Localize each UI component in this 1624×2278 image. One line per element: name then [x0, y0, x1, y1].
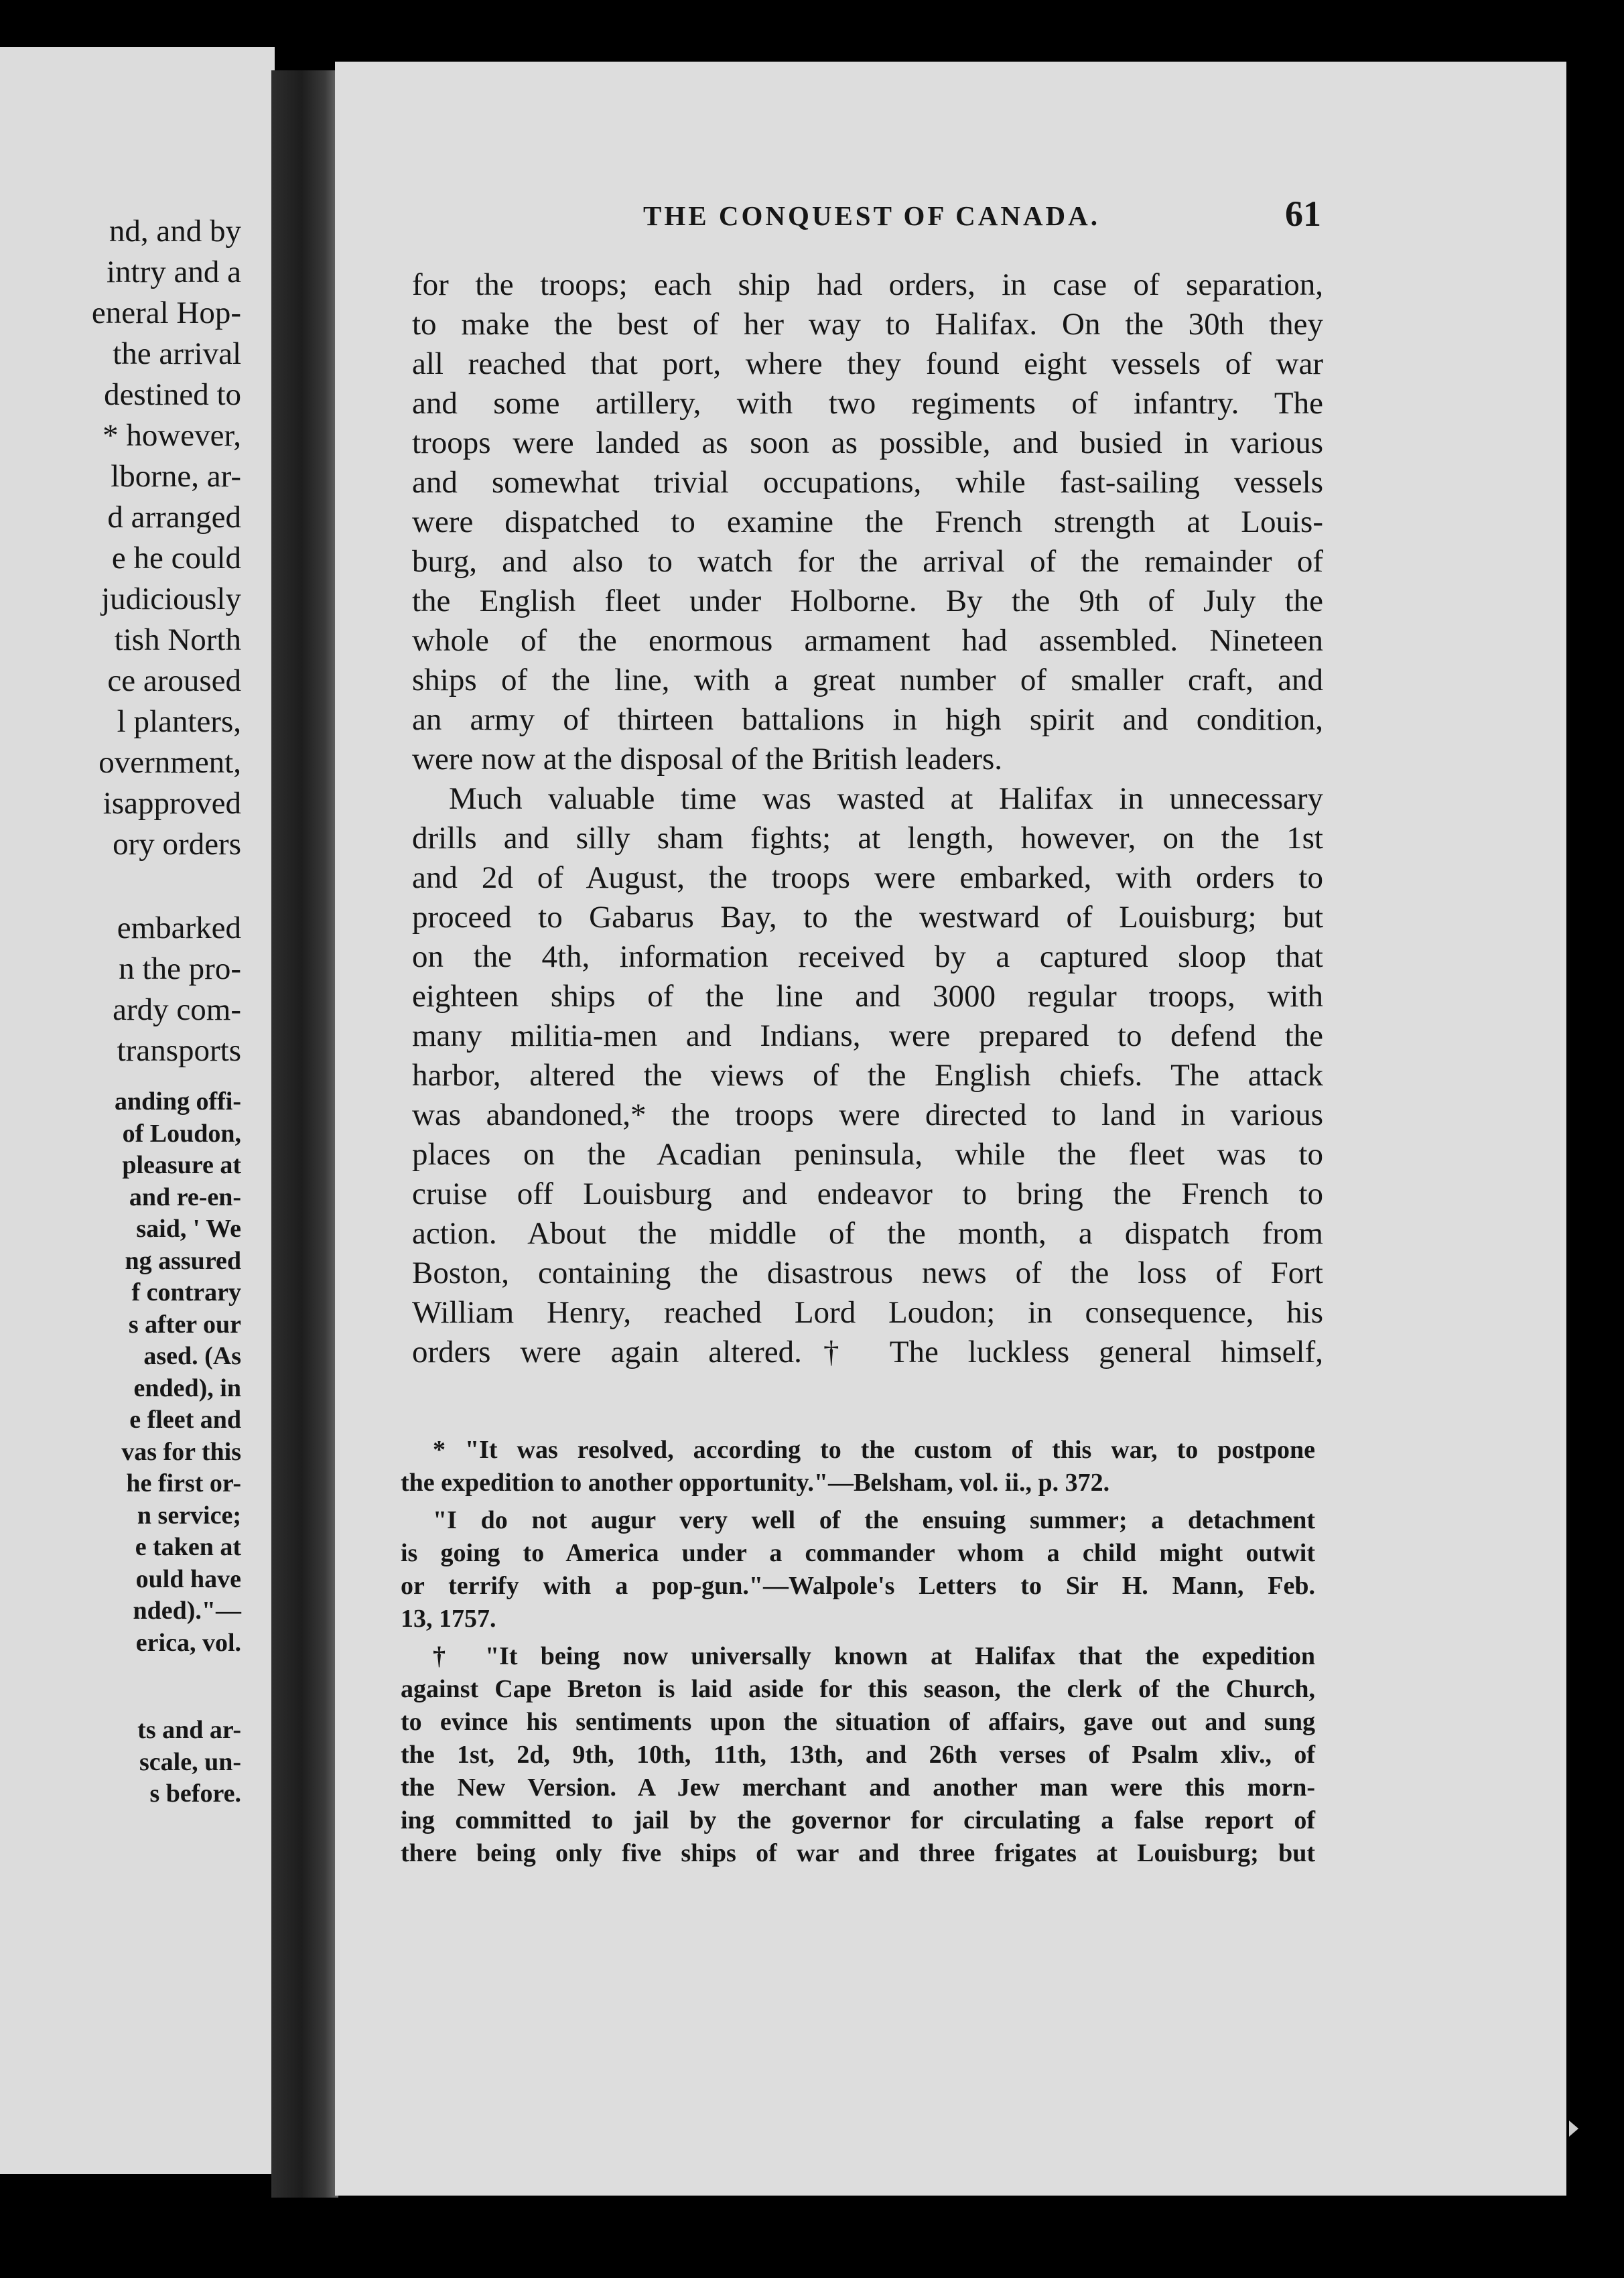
footnote-line: "I do not augur very well of the ensuing summer; a detachment	[433, 1506, 1315, 1534]
left-page-line: ce aroused	[107, 663, 241, 698]
left-page-line: nd, and by	[109, 214, 241, 249]
left-page-line: d arranged	[107, 500, 241, 535]
left-page-line: ts and ar-	[137, 1716, 241, 1744]
left-page-line: transports	[117, 1033, 241, 1068]
left-page-line: judiciously	[101, 582, 241, 616]
left-page-line: the arrival	[113, 336, 241, 371]
body-line: action. About the middle of the month, a dispatch from	[412, 1216, 1323, 1251]
body-line: troops were landed as soon as possible, and busied in various	[412, 425, 1323, 460]
body-line: for the troops; each ship had orders, in case of separation,	[412, 267, 1323, 302]
page-edge-mark	[1569, 2121, 1578, 2137]
body-line: to make the best of her way to Halifax. On the 30th they	[412, 307, 1323, 342]
left-page-line: lborne, ar-	[111, 459, 241, 494]
left-page-line: l planters,	[117, 704, 241, 739]
body-line: was abandoned,* the troops were directed to land in various	[412, 1097, 1323, 1132]
footnote-line: the New Version. A Jew merchant and another man were this morn-	[401, 1773, 1315, 1802]
body-line: drills and silly sham fights; at length, however, on the 1st	[412, 821, 1323, 856]
left-page-line: embarked	[117, 911, 241, 945]
body-line: cruise off Louisburg and endeavor to bring the French to	[412, 1177, 1323, 1211]
left-page-line: erica, vol.	[135, 1628, 241, 1657]
left-page-line: he first or-	[126, 1469, 241, 1497]
footnote-line: or terrify with a pop-gun."—Walpole's Letters to Sir H. Mann, Feb.	[401, 1572, 1315, 1600]
body-line: all reached that port, where they found eight vessels of war	[412, 346, 1323, 381]
left-page-line: ould have	[135, 1564, 241, 1593]
left-page-line: ng assured	[125, 1246, 241, 1275]
body-line: many militia-men and Indians, were prepared to defend the	[412, 1018, 1323, 1053]
left-page-line: e taken at	[135, 1533, 241, 1561]
body-line: the English fleet under Holborne. By the 9th of July the	[412, 584, 1323, 618]
left-page-line: scale, un-	[139, 1747, 241, 1776]
body-line: on the 4th, information received by a captured sloop that	[412, 939, 1323, 974]
footnote-line: to evince his sentiments upon the situation of affairs, gave out and sung	[401, 1708, 1315, 1736]
footnote-line: † "It being now universally known at Halifax that the expedition	[433, 1642, 1315, 1670]
left-page-line: said, ' We	[136, 1215, 241, 1243]
footnote-line: * "It was resolved, according to the custom of this war, to postpone	[433, 1436, 1315, 1464]
body-line: and some artillery, with two regiments of infantry. The	[412, 386, 1323, 421]
left-page-line: tish North	[114, 622, 241, 657]
body-line: proceed to Gabarus Bay, to the westward of Louisburg; but	[412, 900, 1323, 935]
left-page-line: intry and a	[107, 255, 241, 289]
left-page-line: e he could	[111, 541, 241, 576]
footnote-line: ing committed to jail by the governor for circulating a false report of	[401, 1806, 1315, 1834]
left-page-line: anding offi-	[115, 1087, 241, 1116]
left-page-line: ended), in	[133, 1374, 241, 1402]
body-line: and somewhat trivial occupations, while fast-sailing vessels	[412, 465, 1323, 500]
left-page-line: ory orders	[113, 827, 241, 862]
left-page-line: of Loudon,	[122, 1119, 241, 1148]
body-line: an army of thirteen battalions in high spirit and condition,	[412, 702, 1323, 737]
body-line: places on the Acadian peninsula, while the fleet was to	[412, 1137, 1323, 1172]
left-page-line: nded)."—	[133, 1597, 241, 1625]
body-line: were now at the disposal of the British leaders.	[412, 742, 1003, 777]
left-page-line: eneral Hop-	[91, 295, 241, 330]
body-line: William Henry, reached Lord Loudon; in consequence, his	[412, 1295, 1323, 1330]
left-page-line: s before.	[149, 1780, 241, 1808]
left-page-line: ardy com-	[113, 992, 241, 1027]
left-page-line: e fleet and	[129, 1406, 241, 1434]
left-page-line: * however,	[103, 418, 241, 453]
left-page-line: and re-en-	[129, 1183, 241, 1211]
left-page-line: f contrary	[131, 1278, 241, 1306]
footnote-line: the expedition to another opportunity."—Belsham, vol. ii., p. 372.	[401, 1469, 1110, 1497]
left-page-line: vas for this	[121, 1437, 241, 1466]
body-line: Boston, containing the disastrous news of the loss of Fort	[412, 1256, 1323, 1290]
footnote-line: against Cape Breton is laid aside for this season, the clerk of the Church,	[401, 1675, 1315, 1703]
body-line: harbor, altered the views of the English chiefs. The attack	[412, 1058, 1323, 1093]
body-line: whole of the enormous armament had assembled. Nineteen	[412, 623, 1323, 658]
running-head: THE CONQUEST OF CANADA.	[643, 200, 1101, 231]
body-line: Much valuable time was wasted at Halifax in unnecessary	[449, 781, 1323, 816]
body-line: eighteen ships of the line and 3000 regular troops, with	[412, 979, 1323, 1014]
footnote-line: is going to America under a commander whom a child might outwit	[401, 1539, 1315, 1567]
footnote-line: there being only five ships of war and three frigates at Louisburg; but	[401, 1839, 1315, 1867]
body-line: orders were again altered.† The luckless general himself,	[412, 1335, 1323, 1369]
footnote-line: the 1st, 2d, 9th, 10th, 11th, 13th, and 26th verses of Psalm xliv., of	[401, 1741, 1315, 1769]
page-number: 61	[1285, 194, 1321, 234]
left-page-fragment	[0, 47, 275, 2174]
footnote-line: 13, 1757.	[401, 1605, 496, 1633]
left-page-line: n the pro-	[119, 951, 241, 986]
left-page-line: pleasure at	[122, 1151, 241, 1179]
body-line: were dispatched to examine the French strength at Louis-	[412, 505, 1323, 539]
left-page-line: overnment,	[98, 745, 241, 780]
left-page-line: destined to	[104, 377, 241, 412]
left-page-line: isapproved	[103, 786, 241, 821]
body-line: and 2d of August, the troops were embarked, with orders to	[412, 860, 1323, 895]
book-gutter	[271, 70, 338, 2198]
left-page-line: ased. (As	[143, 1342, 241, 1370]
left-page-line: s after our	[128, 1310, 241, 1339]
left-page-line: n service;	[137, 1501, 241, 1530]
body-line: burg, and also to watch for the arrival of the remainder of	[412, 544, 1323, 579]
body-line: ships of the line, with a great number of smaller craft, and	[412, 663, 1323, 697]
